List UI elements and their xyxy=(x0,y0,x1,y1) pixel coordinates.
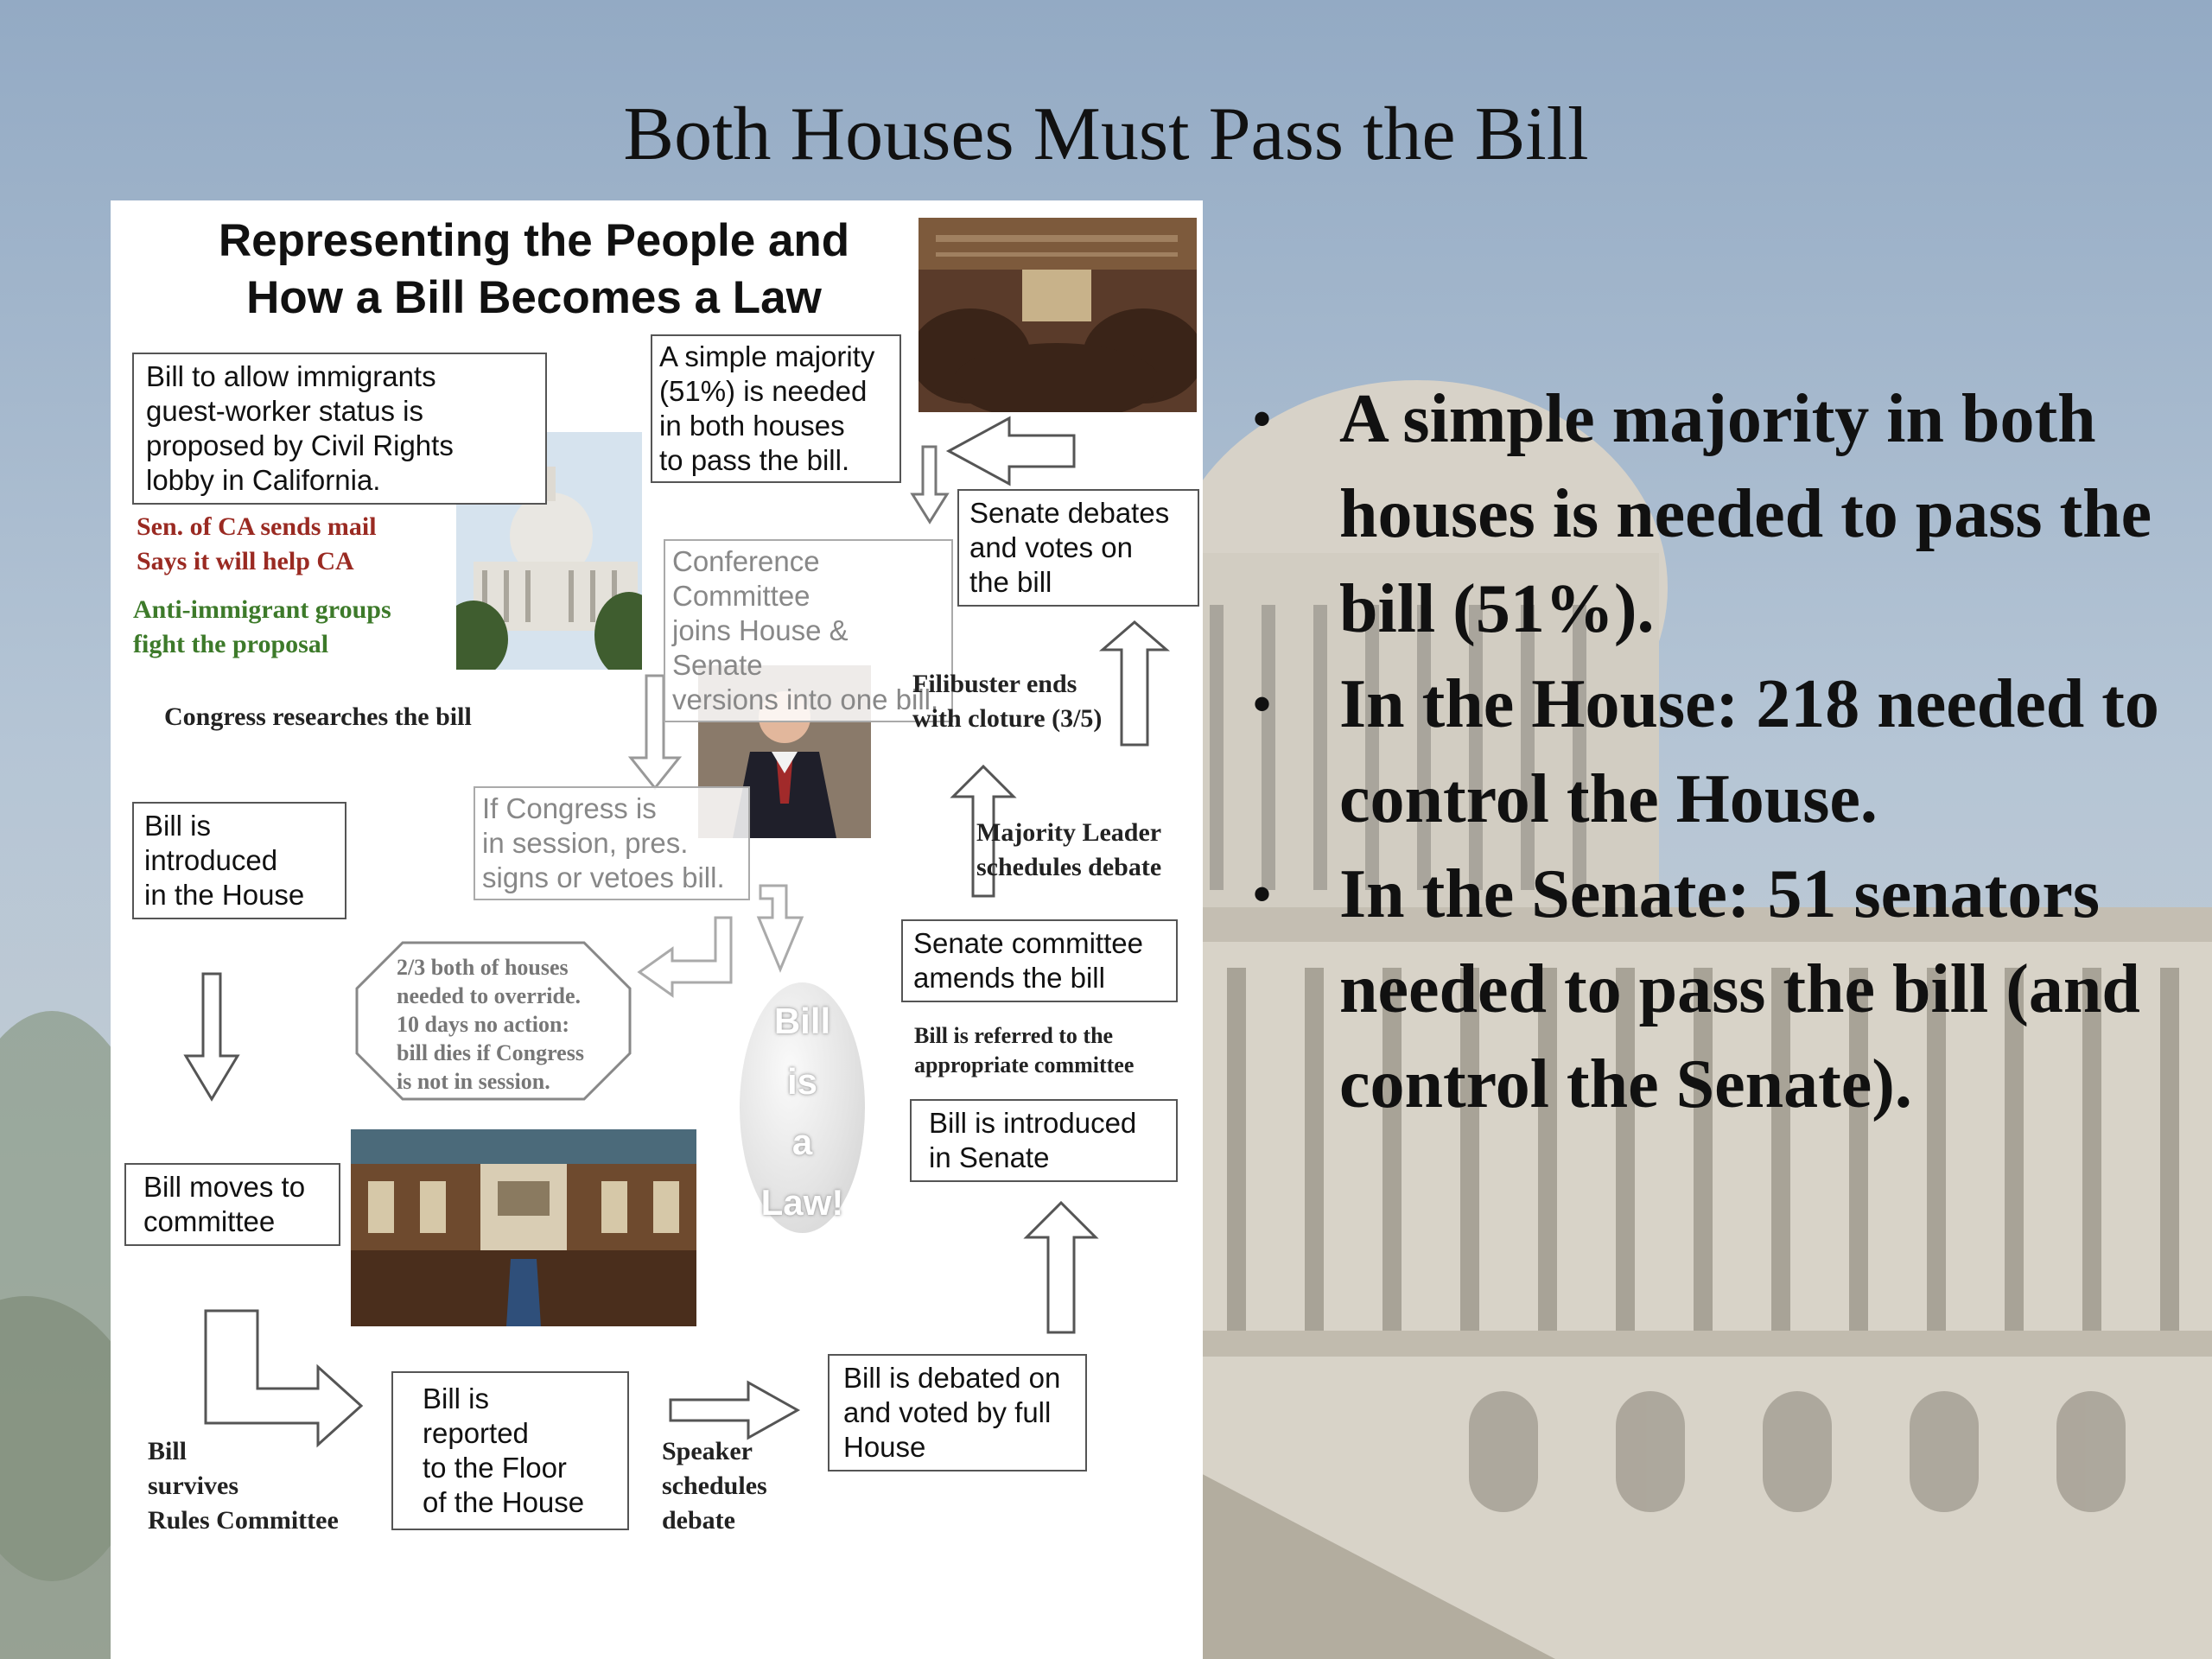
bullet-dot-icon: • xyxy=(1253,866,1272,923)
arrow-floor-to-debate xyxy=(671,1382,798,1438)
arrow-up-senate xyxy=(1027,1203,1096,1332)
box-simple-majority: A simple majority (51%) is needed in both houses to pass the bill. xyxy=(651,334,901,483)
bullet-dot-icon: • xyxy=(1253,391,1272,448)
note-survives-rules: Bill survives Rules Committee xyxy=(148,1437,339,1535)
law-word-1: Bill xyxy=(773,1001,831,1041)
arrow-up-filibuster xyxy=(1103,622,1166,745)
note-senator-mail: Sen. of CA sends mail Says it will help CA xyxy=(137,512,377,575)
override-octagon: 2/3 both of houses needed to override. 10 days no action: bill dies if Congress is not in session. xyxy=(355,941,632,1101)
arrow-down-conference xyxy=(912,447,947,522)
arrow-down-house xyxy=(186,974,238,1099)
bill-is-a-law-oval xyxy=(740,982,865,1233)
box-moves-committee: Bill moves to committee xyxy=(124,1163,340,1246)
note-anti-immigrant: Anti-immigrant groups fight the proposal xyxy=(133,595,391,658)
arrow-down-law xyxy=(759,886,802,969)
arrow-rules-to-floor xyxy=(206,1311,361,1445)
box-reported-floor: Bill is reported to the Floor of the House xyxy=(391,1371,629,1530)
house-chamber-photo xyxy=(918,218,1197,412)
note-filibuster: Filibuster ends with cloture (3/5) xyxy=(912,670,1103,733)
box-debated-house: Bill is debated on and voted by full House xyxy=(828,1354,1087,1471)
note-referred: Bill is referred to the appropriate committee xyxy=(914,1023,1135,1077)
bullet-item: • A simple majority in both houses is needed to pass the bill (51%). xyxy=(1253,372,2195,657)
box-congress-session: If Congress is in session, pres. signs or vetoes bill. xyxy=(474,786,750,900)
box-immigrants-bill: Bill to allow immigrants guest-worker status is proposed by Civil Rights lobby in California. xyxy=(132,353,547,505)
arrow-left-override xyxy=(639,918,731,995)
bullet-item: • In the Senate: 51 senators needed to pass the bill (and control the Senate). xyxy=(1253,847,2195,1132)
law-word-4: Law! xyxy=(760,1182,844,1223)
note-speaker-schedules: Speaker schedules debate xyxy=(662,1437,767,1535)
box-introduced-senate: Bill is introduced in Senate xyxy=(910,1099,1178,1182)
flowchart-title-line2: How a Bill Becomes a Law xyxy=(246,272,822,323)
slide-title: Both Houses Must Pass the Bill xyxy=(623,92,1589,176)
box-conference-committee: Conference Committee joins House & Senate versions into one bill. xyxy=(664,539,953,722)
bill-flowchart xyxy=(111,200,1203,1659)
note-congress-researches: Congress researches the bill xyxy=(164,702,472,731)
box-senate-debates: Senate debates and votes on the bill xyxy=(957,489,1199,607)
note-majority-leader: Majority Leader schedules debate xyxy=(976,818,1162,881)
flowchart-title xyxy=(128,213,940,327)
senate-chamber-photo xyxy=(351,1129,696,1326)
bullet-list xyxy=(1253,372,2195,1132)
law-word-3: a xyxy=(791,1122,813,1162)
law-word-2: is xyxy=(786,1061,818,1102)
arrow-left-majority xyxy=(949,418,1074,484)
bullet-item: • In the House: 218 needed to control the House. xyxy=(1253,657,2195,847)
box-introduced-house: Bill is introduced in the House xyxy=(132,802,346,919)
bullet-dot-icon: • xyxy=(1253,676,1272,733)
flowchart-title-line1: Representing the People and xyxy=(218,215,850,266)
box-senate-committee: Senate committee amends the bill xyxy=(901,919,1178,1002)
